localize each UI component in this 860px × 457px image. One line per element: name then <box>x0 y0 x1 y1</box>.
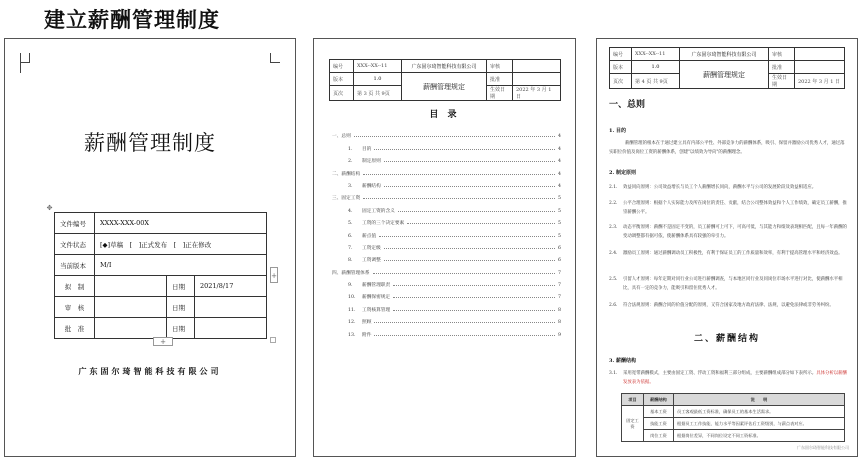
toc-entry-page: 5 <box>558 196 561 202</box>
toc-entry[interactable] <box>332 177 561 189</box>
toc-entry-page: 7 <box>558 283 561 289</box>
date-value[interactable] <box>195 297 267 318</box>
toc-leader-dots <box>363 174 555 175</box>
list-item <box>609 369 847 387</box>
crop-mark <box>20 53 21 73</box>
header-company: 广东固尔琦智能科技有限公司 <box>402 60 487 73</box>
header-label: 审核 <box>769 48 795 61</box>
toc-entry[interactable] <box>332 300 561 312</box>
sign-value[interactable] <box>95 297 167 318</box>
toc-leader-dots <box>374 335 555 336</box>
list-item <box>609 249 847 258</box>
toc-entry[interactable] <box>332 263 561 275</box>
page-title: 建立薪酬管理制度 <box>44 8 220 32</box>
table-cell: 岗位工资 <box>644 430 674 442</box>
toc-entry[interactable] <box>332 288 561 300</box>
toc-entry-page: 5 <box>558 208 561 214</box>
header-doc-title: 薪酬管理规定 <box>680 61 769 89</box>
toc-title: 目 录 <box>429 110 460 120</box>
page-footer: 广东固尔琦智能科技有限公司 <box>797 445 849 450</box>
item-number: 2.3. <box>609 225 618 230</box>
column-header: 项目 <box>622 394 644 406</box>
toc-entry-text: 目的 <box>362 146 372 152</box>
toc-entry-text: 工资核算管理 <box>362 307 391 313</box>
table-row <box>330 73 561 86</box>
toc-entry[interactable] <box>332 127 561 139</box>
table-row <box>610 48 845 61</box>
toc-entry-number: 8. <box>348 258 353 264</box>
header-value <box>513 60 561 73</box>
toc-entry-text: 制定原则 <box>362 159 381 165</box>
toc-entry-text: 薪点值 <box>362 233 377 239</box>
toc-entry-page: 8 <box>558 307 561 313</box>
toc-entry-text: 薪酬保密规定 <box>362 295 391 301</box>
header-value <box>795 61 845 74</box>
toc-entry-text: 照顾 <box>362 320 372 326</box>
info-label: 当前版本 <box>55 255 95 276</box>
document-header-table <box>609 47 845 89</box>
section-heading: 二、薪酬结构 <box>693 334 760 344</box>
toc-entry-text: 四、薪酬管理体系 <box>332 270 370 276</box>
toc-entry-number: 4. <box>348 208 353 214</box>
table-row <box>55 297 267 318</box>
toc-leader-dots <box>393 297 555 298</box>
document-info-table <box>54 212 267 339</box>
header-label: 版本 <box>330 73 354 86</box>
toc-leader-dots <box>373 273 556 274</box>
document-page-content <box>596 38 858 457</box>
table-row <box>55 213 267 234</box>
toc-entry[interactable] <box>332 325 561 337</box>
header-label: 批准 <box>769 61 795 74</box>
toc-entry-text: 附件 <box>362 332 372 338</box>
toc-entry[interactable] <box>332 276 561 288</box>
header-doc-title: 薪酬管理规定 <box>402 73 487 101</box>
section-heading: 一、总则 <box>609 100 646 110</box>
header-label: 生效日期 <box>769 74 795 89</box>
item-text: 采用宽带薪酬模式，主要由固定工资、浮动工资和福利三部分组成，主要薪酬组成部分如下表所示。 <box>623 371 817 376</box>
header-value: 1.0 <box>632 61 680 74</box>
table-of-contents <box>332 127 561 338</box>
info-label: 文件编号 <box>55 213 95 234</box>
header-value: 第 3 页 共 9页 <box>354 86 402 101</box>
toc-leader-dots <box>374 149 555 150</box>
header-label: 编号 <box>610 48 632 61</box>
header-label: 页次 <box>610 74 632 89</box>
sign-value[interactable] <box>95 318 167 339</box>
toc-entry-number: 12. <box>348 320 356 326</box>
toc-entry-number: 7. <box>348 245 353 251</box>
table-row <box>622 406 845 418</box>
toc-entry[interactable] <box>332 164 561 176</box>
toc-entry-text: 薪酬结构 <box>362 183 381 189</box>
document-page-cover <box>4 38 296 457</box>
toc-entry-number: 5. <box>348 221 353 227</box>
date-label: 日期 <box>167 297 195 318</box>
cover-title: 薪酬管理制度 <box>84 131 216 155</box>
sign-label: 拟 制 <box>55 276 95 297</box>
toc-entry-number: 2. <box>348 159 353 165</box>
item-text: 公平合理原则：根据个人实际能力及所在岗位的责任、贡献，结合公司整体效益和个人工作绩效，确定员工薪酬，推崇薪酬公平。 <box>623 201 847 215</box>
item-number: 3.1. <box>609 371 618 376</box>
item-number: 2.6. <box>609 303 618 308</box>
toc-entry-page: 7 <box>558 270 561 276</box>
crop-mark <box>20 53 30 63</box>
salary-structure-table <box>621 393 845 442</box>
table-resize-handle[interactable] <box>270 337 276 343</box>
toc-entry-number: 10. <box>348 295 356 301</box>
info-label: 文件状态 <box>55 234 95 255</box>
table-row <box>622 418 845 430</box>
header-label: 版本 <box>610 61 632 74</box>
toc-entry-page: 9 <box>558 332 561 338</box>
header-company: 广东固尔琦智能科技有限公司 <box>680 48 769 61</box>
header-label: 批准 <box>487 73 513 86</box>
toc-entry-page: 4 <box>558 146 561 152</box>
toc-entry-number: 11. <box>348 307 356 313</box>
toc-entry-text: 二、薪酬结构 <box>332 171 361 177</box>
item-text: 引留人才原则：每年定期对同行业公司进行薪酬调查，与本地区同行业及同岗位市场水平进行对比，使薪酬水平相比，具有一定的竞争力，能吸引和留住优秀人才。 <box>623 277 843 291</box>
toc-entry-number: 13. <box>348 332 356 338</box>
subsection-heading: 3. 薪酬结构 <box>609 358 636 364</box>
toc-entry[interactable] <box>332 139 561 151</box>
table-cell: 根据员工工作技能、能力水平等因素评估后工资级别，与薪点表对应。 <box>674 418 845 430</box>
date-label: 日期 <box>167 276 195 297</box>
toc-entry-page: 6 <box>558 245 561 251</box>
date-value[interactable]: 2021/8/17 <box>195 276 267 297</box>
toc-entry-text: 工资调整 <box>362 258 381 264</box>
toc-entry-text: 一、总则 <box>332 134 351 140</box>
toc-entry[interactable] <box>332 313 561 325</box>
info-value[interactable]: [◆]草稿 [ ]正式发布 [ ]正在修改 <box>95 234 267 255</box>
toc-entry[interactable] <box>332 152 561 164</box>
highlighted-text: 具体分析以薪酬发放表为依据。 <box>623 371 847 385</box>
toc-entry-page: 4 <box>558 183 561 189</box>
add-row-button[interactable]: + <box>153 337 173 346</box>
header-value: 2022 年 3 月 1 日 <box>513 86 561 101</box>
toc-entry-number: 9. <box>348 283 353 289</box>
toc-leader-dots <box>363 198 555 199</box>
header-label: 审核 <box>487 60 513 73</box>
date-label: 日期 <box>167 318 195 339</box>
header-value: 第 4 页 共 9页 <box>632 74 680 89</box>
toc-leader-dots <box>407 223 555 224</box>
list-item <box>609 183 847 192</box>
list-item <box>609 199 847 217</box>
table-row <box>55 276 267 297</box>
list-item <box>609 223 847 241</box>
table-cell: 根据岗位差异，不同岗位设定不同工资标准。 <box>674 430 845 442</box>
toc-leader-dots <box>374 322 555 323</box>
add-column-button[interactable]: + <box>270 267 278 283</box>
table-row <box>330 60 561 73</box>
sign-label: 审 核 <box>55 297 95 318</box>
document-header-table <box>329 59 561 101</box>
toc-leader-dots <box>384 260 555 261</box>
table-row <box>55 318 267 339</box>
toc-entry-text: 固定工资的含义 <box>362 208 395 214</box>
paragraph: 薪酬管理的根本在于通过建立具有内部公平性、外部竞争力的薪酬体系，吸引、保留并激励公司优秀人才，通过落实职位价值及岗位工资的薪酬体系，创建"以绩效为导向"的薪酬理念。 <box>609 141 845 155</box>
header-label: 生效日期 <box>487 86 513 101</box>
toc-entry-text: 工资的三个决定要素 <box>362 221 405 227</box>
toc-entry-page: 5 <box>558 233 561 239</box>
document-page-toc <box>313 38 576 457</box>
table-cell: 员工客观最低工资标准，确保员工的基本生活需求。 <box>674 406 845 418</box>
toc-entry-page: 7 <box>558 295 561 301</box>
toc-entry-text: 三、固定工资 <box>332 196 361 202</box>
toc-entry[interactable] <box>332 214 561 226</box>
toc-entry-page: 5 <box>558 221 561 227</box>
header-label: 页次 <box>330 86 354 101</box>
toc-leader-dots <box>393 310 555 311</box>
toc-entry-number: 1. <box>348 146 353 152</box>
list-item <box>609 275 847 293</box>
list-item <box>609 301 847 310</box>
subsection-heading: 1. 目的 <box>609 128 626 134</box>
sign-label: 批 准 <box>55 318 95 339</box>
header-value: XXX--XX--11 <box>632 48 680 61</box>
sign-value[interactable] <box>95 276 167 297</box>
toc-entry[interactable] <box>332 189 561 201</box>
date-value[interactable] <box>195 318 267 339</box>
column-header: 说 明 <box>674 394 845 406</box>
item-number: 2.5. <box>609 277 618 282</box>
header-value: 1.0 <box>354 73 402 86</box>
toc-entry-page: 4 <box>558 171 561 177</box>
toc-leader-dots <box>384 248 555 249</box>
item-text: 符合法规原则：薪酬合同的价值分配的原则，又符合国家及地方政府法律、法规，以避免法律或非劳务纠纷。 <box>623 303 834 308</box>
column-header: 薪酬结构 <box>644 394 674 406</box>
header-label: 编号 <box>330 60 354 73</box>
item-text: 激励员工原则：通过薪酬调动员工积极性，有利于保证员工的工作质量和效率，有利于提高管理水平和经济效益。 <box>623 251 843 256</box>
table-header-row <box>622 394 845 406</box>
header-value <box>795 48 845 61</box>
toc-leader-dots <box>398 211 555 212</box>
info-value[interactable]: XXXX-XXX-00X <box>95 213 267 234</box>
table-row <box>610 61 845 74</box>
toc-leader-dots <box>393 285 555 286</box>
toc-entry-text: 工资定级 <box>362 245 381 251</box>
toc-entry[interactable] <box>332 251 561 263</box>
item-number: 2.4. <box>609 251 618 256</box>
toc-entry[interactable] <box>332 239 561 251</box>
toc-entry-number: 6. <box>348 233 353 239</box>
header-value <box>513 73 561 86</box>
item-number: 2.1. <box>609 185 618 190</box>
toc-leader-dots <box>384 161 555 162</box>
table-move-handle[interactable]: ✥ <box>46 204 53 212</box>
company-name: 广东固尔琦智能科技有限公司 <box>78 366 222 376</box>
toc-entry-page: 4 <box>558 134 561 140</box>
toc-entry-page: 8 <box>558 320 561 326</box>
toc-entry-page: 6 <box>558 258 561 264</box>
toc-entry[interactable] <box>332 226 561 238</box>
table-row <box>622 430 845 442</box>
toc-leader-dots <box>384 186 555 187</box>
info-value[interactable]: M/I <box>95 255 267 276</box>
table-cell: 基本工资 <box>644 406 674 418</box>
item-text: 动态平衡原则：薪酬不是固定不变的，员工薪酬可上可下，可高可低，与其能力和绩效表现相匹配，且每一年薪酬的变动调整都有据可依，使薪酬体系具有较强的牵引力。 <box>623 225 847 239</box>
subsection-heading: 2. 制定原则 <box>609 170 636 176</box>
header-value: 2022 年 3 月 1 日 <box>795 74 845 89</box>
toc-leader-dots <box>354 136 555 137</box>
toc-entry[interactable] <box>332 201 561 213</box>
toc-entry-page: 4 <box>558 159 561 165</box>
header-value: XXX--XX--11 <box>354 60 402 73</box>
item-text: 效益同向原则：公司效益增长与员工个人薪酬增长同向，薪酬水平与公司的发展阶段及效益相适应。 <box>623 185 817 190</box>
table-row <box>55 255 267 276</box>
toc-leader-dots <box>379 236 555 237</box>
item-number: 2.2. <box>609 201 618 206</box>
table-row <box>55 234 267 255</box>
table-cell: 固定工资 <box>622 406 644 442</box>
toc-entry-number: 3. <box>348 183 353 189</box>
toc-entry-text: 薪酬管理职责 <box>362 283 391 289</box>
crop-mark <box>270 53 280 63</box>
table-cell: 技能工资 <box>644 418 674 430</box>
